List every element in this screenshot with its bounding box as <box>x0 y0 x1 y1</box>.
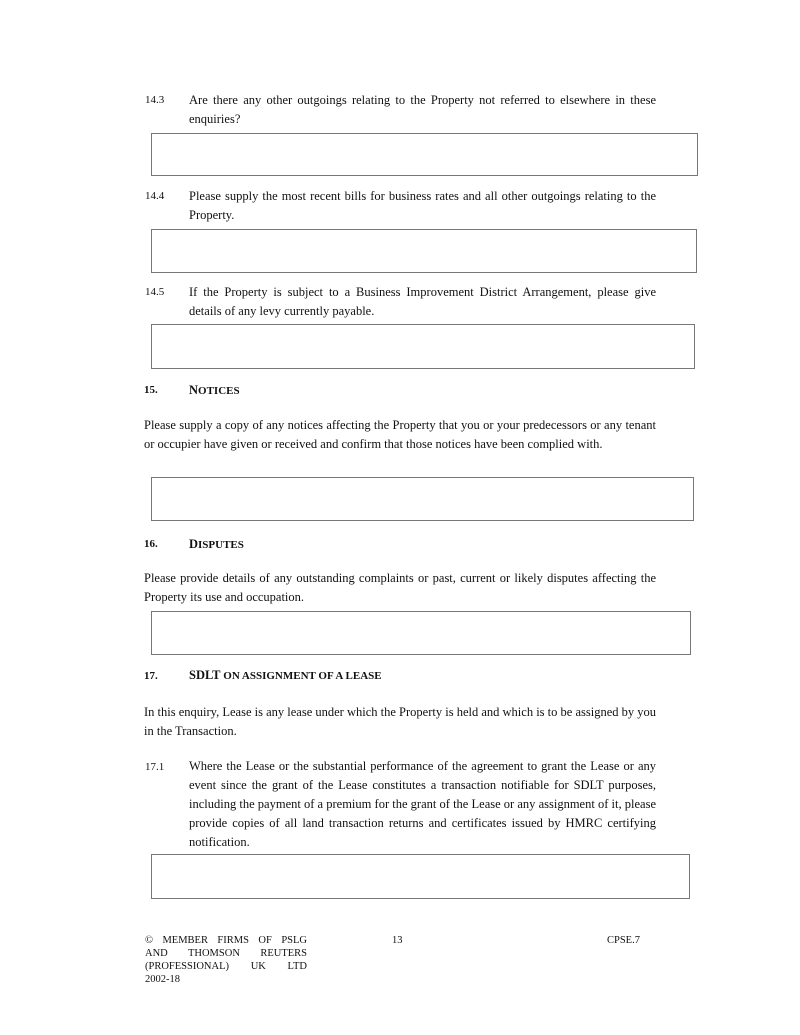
section-title-sdlt: SDLT ON ASSIGNMENT OF A LEASE <box>189 668 382 682</box>
question-number-14-4: 14.4 <box>145 190 165 202</box>
footer-copyright: © MEMBER FIRMS OF PSLG AND THOMSON REUTERS (PROFESSIONAL) UK LTD 2002-18 <box>145 935 307 985</box>
answer-box-14-3[interactable] <box>151 133 698 176</box>
form-code: CPSE.7 <box>607 935 640 946</box>
section-number-15: 15. <box>144 384 158 396</box>
section-number-17: 17. <box>144 670 158 682</box>
question-text-14-3: Are there any other outgoings relating to the Property not referred to elsewhere in these enquiries? <box>189 93 656 126</box>
answer-box-16[interactable] <box>151 611 691 655</box>
section-title-notices: NOTICES <box>189 383 240 397</box>
question-number-14-5: 14.5 <box>145 286 165 298</box>
question-text-14-4: Please supply the most recent bills for business rates and all other outgoings relating to the Property. <box>189 189 656 222</box>
page-number: 13 <box>392 935 403 946</box>
section-number-16: 16. <box>144 538 158 550</box>
section-text-15: Please supply a copy of any notices affecting the Property that you or your predecessors or any tenant or occupier have given or received and confirm that those notices have been complied with. <box>144 418 656 451</box>
answer-box-15[interactable] <box>151 477 694 521</box>
question-text-14-5: If the Property is subject to a Business Improvement District Arrangement, please give details of any levy currently payable. <box>189 285 656 318</box>
answer-box-14-4[interactable] <box>151 229 697 273</box>
answer-box-17-1[interactable] <box>151 854 690 899</box>
section-text-16: Please provide details of any outstanding complaints or past, current or likely disputes affecting the Property its use and occupation. <box>144 571 656 604</box>
question-number-14-3: 14.3 <box>145 94 165 106</box>
question-text-17-1: Where the Lease or the substantial performance of the agreement to grant the Lease or any event since the grant of the Lease constitutes a transaction notifiable for SDLT purposes, including the payment of a premium for the grant of the Lease or any assignment of it, please provide copies of all land transaction returns and certificates issued by HMRC certifying notification. <box>189 759 656 849</box>
section-title-disputes: DISPUTES <box>189 537 244 551</box>
answer-box-14-5[interactable] <box>151 324 695 369</box>
question-number-17-1: 17.1 <box>145 761 165 773</box>
section-text-17: In this enquiry, Lease is any lease under which the Property is held and which is to be assigned by you in the Transaction. <box>144 705 656 738</box>
